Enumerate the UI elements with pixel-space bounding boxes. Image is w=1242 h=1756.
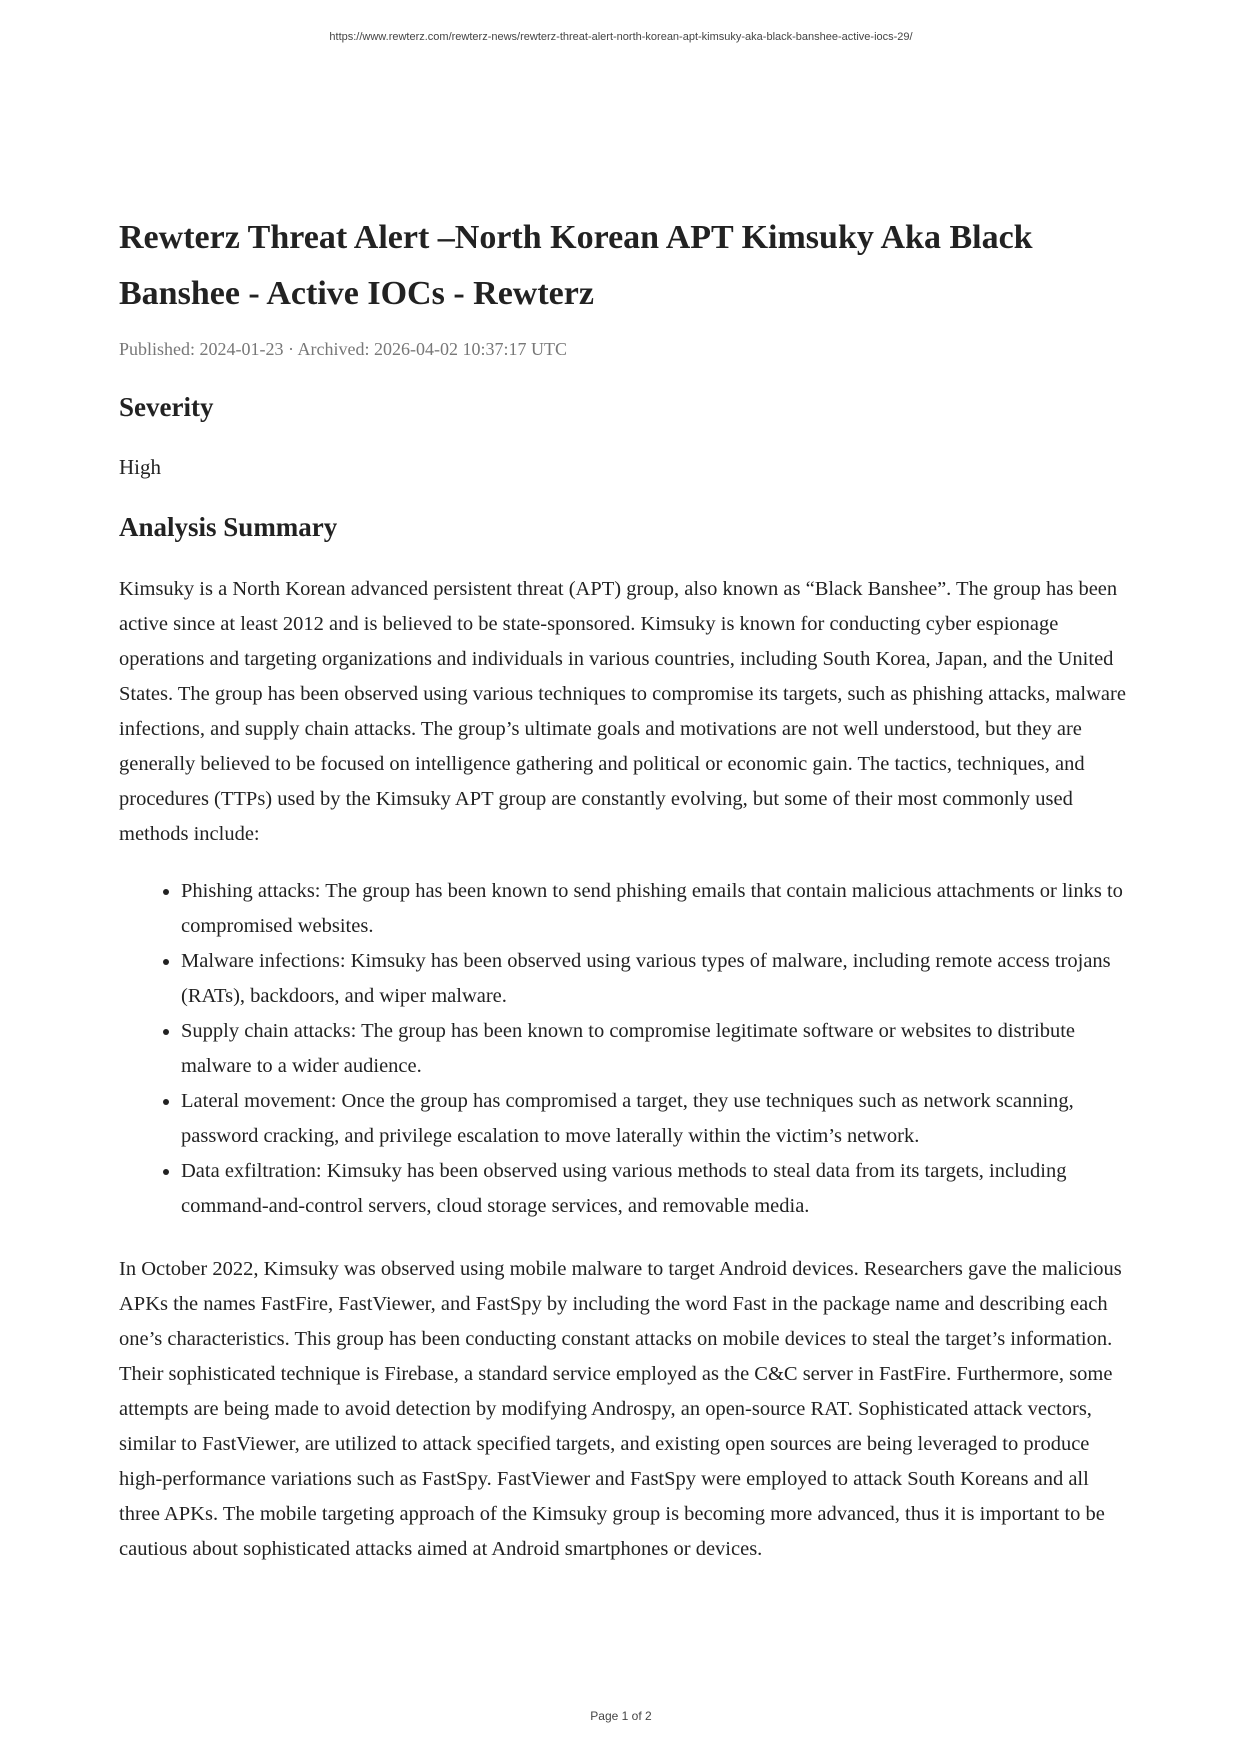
list-item: • Data exfiltration: Kimsuky has been observed using various methods to steal data from its targets, including command-and-control servers, cloud storage services, and removable media. [181, 1154, 1129, 1224]
list-item: • Phishing attacks: The group has been known to send phishing emails that contain malicious attachments or links to compromised websites. [181, 874, 1129, 944]
article-title: Rewterz Threat Alert –North Korean APT Kimsuky Aka Black Banshee - Active IOCs - Rewterz [119, 219, 1033, 312]
severity-heading: Severity [119, 392, 214, 422]
list-item: • Malware infections: Kimsuky has been observed using various types of malware, including remote access trojans (RATs), backdoors, and wiper malware. [181, 944, 1129, 1014]
list-item: • Supply chain attacks: The group has been known to compromise legitimate software or websites to distribute malware to a wider audience. [181, 1014, 1129, 1084]
publish-meta: Published: 2024-01-23 · Archived: 2026-04-02 10:37:17 UTC [119, 339, 567, 359]
october-2022-paragraph: In October 2022, Kimsuky was observed using mobile malware to target Android devices. Researchers gave the malicious APKs the names FastFire, FastViewer, and FastSpy by including the word Fast in the package name and describing each one’s characteristics. This group has been conducting constant attacks on mobile devices to steal the target’s information. Their sophisticated technique is Firebase, a standard service employed as the C&C server in FastFire. Furthermore, some attempts are being made to avoid detection by modifying Androspy, an open-source RAT. Sophisticated attack vectors, similar to FastViewer, are utilized to attack specified targets, and existing open sources are being leveraged to produce high-performance variations such as FastSpy. FastViewer and FastSpy were employed to attack South Koreans and all three APKs. The mobile targeting approach of the Kimsuky group is becoming more advanced, thus it is important to be cautious about sophisticated attacks aimed at Android smartphones or devices. [119, 1258, 1122, 1560]
analysis-summary-heading: Analysis Summary [119, 512, 338, 542]
page-url-header: https://www.rewterz.com/rewterz-news/rewterz-threat-alert-north-korean-apt-kimsuky-aka-black-banshee-active-iocs-29/ [329, 31, 913, 43]
analysis-intro-paragraph: Kimsuky is a North Korean advanced persistent threat (APT) group, also known as “Black Banshee”. The group has been active since at least 2012 and is believed to be state-sponsored. Kimsuky is known for conducting cyber espionage operations and targeting organizations and individuals in various countries, including South Korea, Japan, and the United States. The group has been observed using various techniques to compromise its targets, such as phishing attacks, malware infections, and supply chain attacks. The group’s ultimate goals and motivations are not well understood, but they are generally believed to be focused on intelligence gathering and political or economic gain. The tactics, techniques, and procedures (TTPs) used by the Kimsuky APT group are constantly evolving, but some of their most commonly used methods include: [119, 578, 1126, 845]
list-item: • Lateral movement: Once the group has compromised a target, they use techniques such as network scanning, password cracking, and privilege escalation to move laterally within the victim’s network. [181, 1084, 1129, 1154]
article [119, 210, 1129, 1567]
severity-value: High [119, 455, 161, 479]
page-number: Page 1 of 2 [590, 1709, 652, 1723]
methods-list [119, 874, 1129, 1224]
